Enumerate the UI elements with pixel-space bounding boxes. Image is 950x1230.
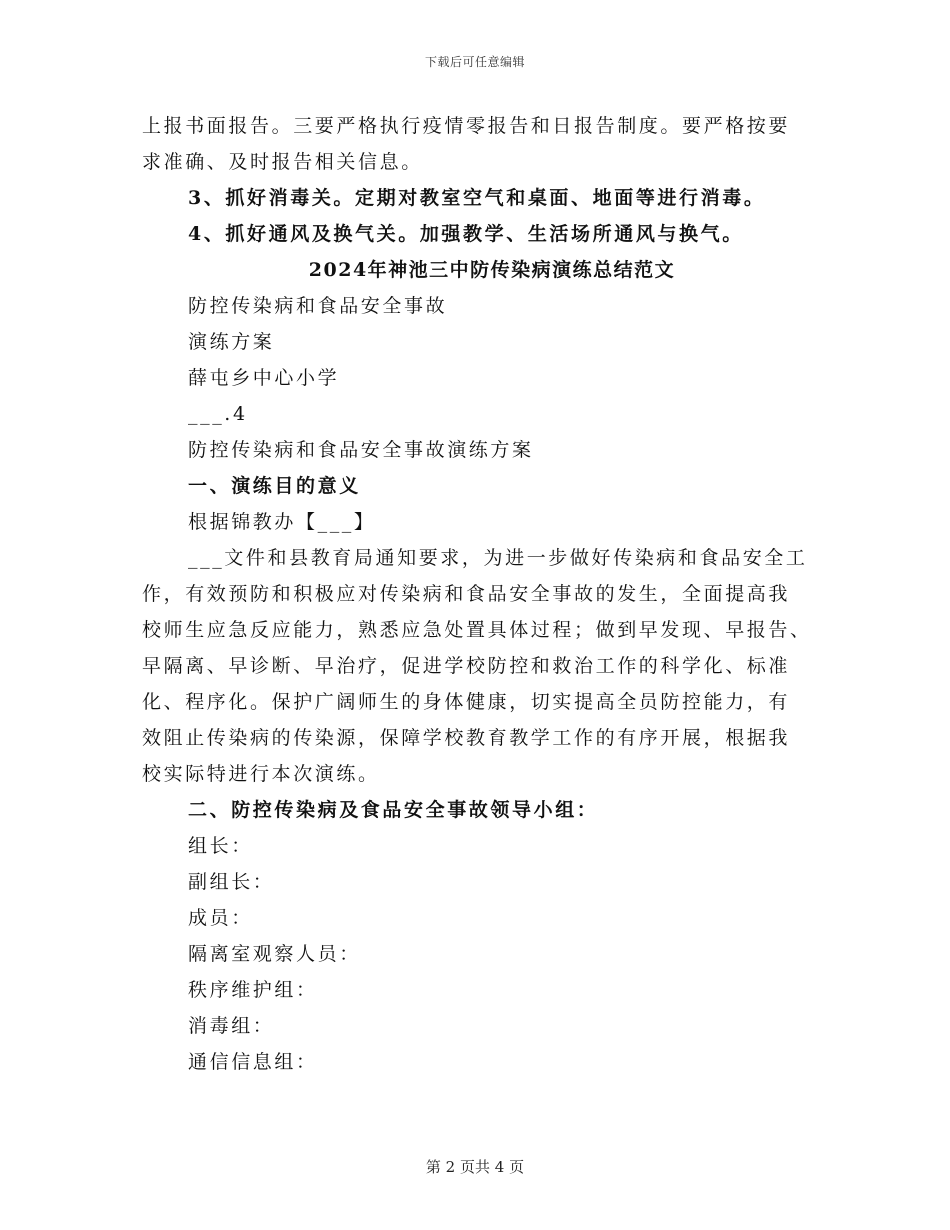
- role-line: 通信信息组：: [188, 1051, 318, 1073]
- reference-line: 根据锦教办【___】: [188, 511, 376, 533]
- document-title: 2024年神池三中防传染病演练总结范文: [308, 259, 676, 281]
- role-line: 副组长：: [188, 871, 275, 893]
- numbered-item-4: 4、抓好通风及换气关。加强教学、生活场所通风与换气。: [188, 223, 744, 245]
- role-line: 隔离室观察人员：: [188, 943, 361, 965]
- page-footer: 第 2 页共 4 页: [425, 1158, 525, 1176]
- paragraph-line: 早隔离、早诊断、早治疗，促进学校防控和救治工作的科学化、标准: [142, 655, 791, 677]
- purpose-paragraph: [142, 540, 812, 792]
- paragraph-line: 作，有效预防和积极应对传染病和食品安全事故的发生，全面提高我: [142, 583, 791, 605]
- paragraph-line: 校师生应急反应能力，熟悉应急处置具体过程；做到早发现、早报告、: [142, 619, 812, 641]
- paragraph-line: ___文件和县教育局通知要求，为进一步做好传染病和食品安全工: [188, 547, 808, 569]
- section-heading-1: 一、演练目的意义: [188, 475, 361, 497]
- plan-title: 防控传染病和食品安全事故演练方案: [188, 439, 534, 461]
- numbered-item-3: 3、抓好消毒关。定期对教室空气和桌面、地面等进行消毒。: [188, 187, 766, 209]
- subtitle-line: 演练方案: [188, 331, 275, 353]
- subtitle-line: 防控传染病和食品安全事故: [188, 295, 448, 317]
- paragraph-line: 效阻止传染病的传染源，保障学校教育教学工作的有序开展，根据我: [142, 727, 791, 749]
- role-line: 秩序维护组：: [188, 979, 318, 1001]
- body-line: 上报书面报告。三要严格执行疫情零报告和日报告制度。要严格按要: [142, 115, 791, 137]
- date-line: ___.4: [188, 403, 248, 425]
- document-body: [142, 108, 812, 1080]
- role-line: 消毒组：: [188, 1015, 275, 1037]
- paragraph-line: 校实际特进行本次演练。: [142, 763, 380, 785]
- page-header: 下载后可任意编辑: [424, 55, 525, 69]
- role-line: 成员：: [188, 907, 253, 929]
- section-heading-2: 二、防控传染病及食品安全事故领导小组：: [188, 799, 599, 821]
- school-name: 薛屯乡中心小学: [188, 367, 340, 389]
- body-line: 求准确、及时报告相关信息。: [142, 151, 423, 173]
- paragraph-line: 化、程序化。保护广阔师生的身体健康，切实提高全员防控能力，有: [142, 691, 791, 713]
- role-line: 组长：: [188, 835, 253, 857]
